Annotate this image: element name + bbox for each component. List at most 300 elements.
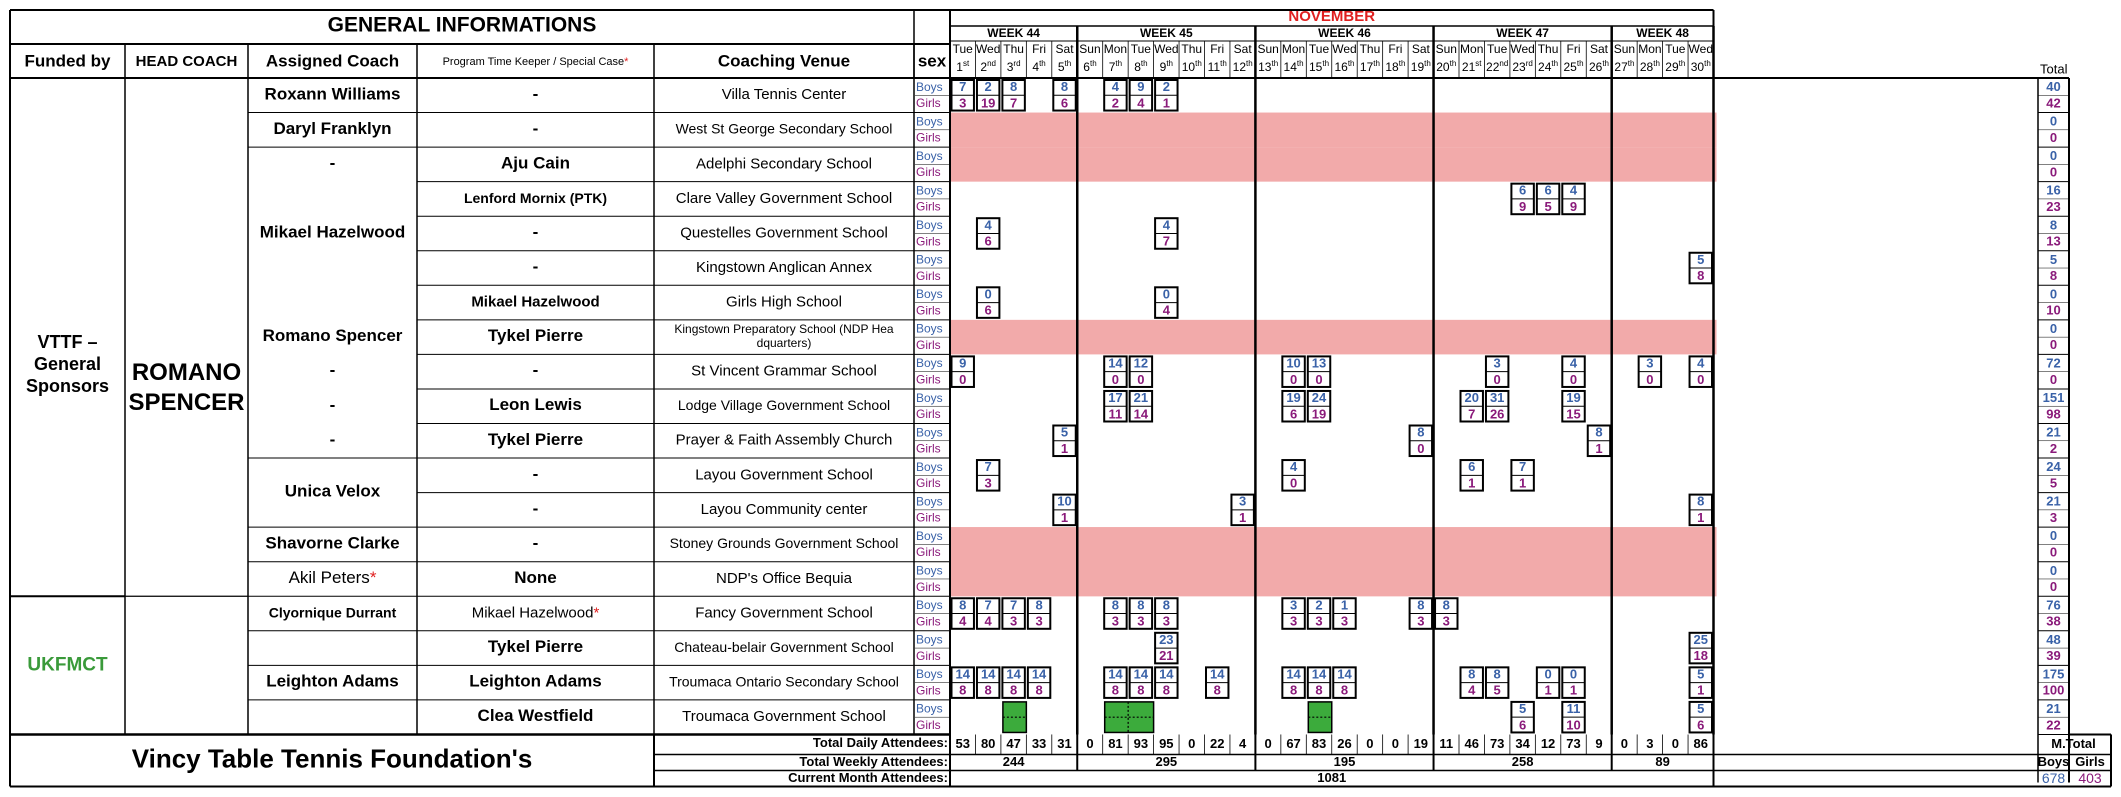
boys-count: 7 — [984, 597, 992, 613]
row-total-boys: 151 — [2042, 390, 2065, 406]
girls-count: 1 — [1697, 509, 1705, 525]
girls-count: 1 — [1162, 95, 1170, 111]
girls-count: 14 — [1133, 406, 1149, 422]
day-date: 11th — [1207, 59, 1227, 75]
daily-total: 19 — [1413, 735, 1429, 751]
day-date: 24th — [1538, 59, 1559, 75]
row-total-boys: 8 — [2049, 217, 2058, 233]
coaching-venue: Adelphi Secondary School — [696, 155, 872, 173]
girls-count: 4 — [1468, 682, 1476, 698]
row-total-girls: 3 — [2049, 509, 2058, 525]
day-date: 5th — [1057, 59, 1072, 75]
day-date: 8th — [1134, 59, 1148, 75]
coaching-venue: Kingstown Anglican Annex — [696, 258, 872, 276]
girls-count: 3 — [1340, 613, 1349, 629]
girls-count: 21 — [1159, 648, 1174, 664]
boys-count: 0 — [1162, 286, 1170, 302]
row-total-boys: 0 — [2049, 113, 2058, 129]
girls-count: 3 — [1111, 613, 1120, 629]
day-name: Sat — [1411, 42, 1430, 57]
row-total-girls: 0 — [2049, 337, 2058, 353]
sex-girls: Girls — [916, 683, 941, 698]
boys-count: 19 — [1286, 390, 1301, 406]
boys-count: 19 — [1566, 390, 1581, 406]
assigned-coach-name: Romano Spencer — [262, 326, 403, 346]
day-date: 12th — [1232, 59, 1253, 75]
boys-count: 8 — [1137, 597, 1145, 613]
row-total-boys: 16 — [2046, 182, 2061, 198]
boys-count: 14 — [1286, 666, 1301, 682]
boys-count: 8 — [1162, 597, 1170, 613]
day-name: Sun — [1257, 42, 1279, 57]
daily-total: 83 — [1311, 735, 1327, 751]
boys-count: 23 — [1159, 631, 1174, 647]
daily-total: 93 — [1133, 735, 1149, 751]
daily-total: 3 — [1646, 735, 1654, 751]
time-keeper: - — [532, 361, 539, 381]
boys-count: 14 — [1006, 666, 1021, 682]
day-name: Sun — [1435, 42, 1457, 57]
boys-count: 25 — [1693, 631, 1709, 647]
girls-count: 0 — [1111, 371, 1120, 387]
boys-count: 24 — [1311, 390, 1327, 406]
time-keeper: - — [532, 119, 539, 139]
day-date: 21st — [1461, 59, 1482, 75]
blocked-row-band — [950, 320, 1717, 355]
sex-boys: Boys — [916, 356, 943, 371]
coaching-venue: Troumaca Ontario Secondary School — [669, 673, 899, 690]
boys-count: 6 — [1468, 459, 1476, 475]
sex-girls: Girls — [916, 476, 941, 491]
boys-count: 7 — [959, 79, 967, 95]
boys-month-total: 678 — [2041, 770, 2066, 787]
time-keeper: - — [532, 222, 539, 242]
day-name: Mon — [1638, 42, 1662, 57]
attendance-block — [1003, 702, 1026, 733]
sex-girls: Girls — [916, 199, 941, 214]
boys-count: 14 — [980, 666, 996, 682]
boys-count: 8 — [1060, 79, 1069, 95]
girls-count: 1 — [1569, 682, 1578, 698]
week-label: WEEK 47 — [1496, 26, 1549, 41]
boys-count: 8 — [1595, 424, 1603, 440]
daily-total: 0 — [1620, 735, 1629, 751]
coaching-venue: Troumaca Government School — [682, 708, 886, 726]
girls-count: 10 — [1566, 717, 1581, 733]
girls-count: 8 — [1162, 682, 1170, 698]
sex-girls: Girls — [916, 165, 941, 180]
girls-count: 1 — [1697, 682, 1705, 698]
day-date: 14th — [1283, 59, 1304, 75]
boys-count: 3 — [1239, 493, 1247, 509]
boys-count: 2 — [1162, 79, 1170, 95]
boys-count: 0 — [1569, 666, 1578, 682]
week-label: WEEK 44 — [987, 26, 1040, 41]
coaching-venue: Lodge Village Government School — [677, 396, 891, 413]
assigned-coach-name: Akil Peters* — [288, 568, 377, 588]
month-title: NOVEMBER — [1288, 7, 1376, 25]
daily-total: 81 — [1108, 735, 1123, 751]
sex-boys: Boys — [916, 632, 943, 647]
sex-girls: Girls — [916, 130, 941, 145]
boys-count: 9 — [959, 355, 967, 371]
sex-boys: Boys — [916, 252, 943, 267]
day-name: Sat — [1233, 42, 1252, 57]
girls-count: 3 — [1162, 613, 1170, 629]
girls-count: 3 — [1315, 613, 1323, 629]
coaching-venue: Questelles Government School — [680, 224, 888, 242]
daily-total: 53 — [955, 735, 970, 751]
day-date: 18th — [1385, 59, 1406, 75]
sex-girls: Girls — [916, 303, 941, 318]
girls-count: 8 — [1289, 682, 1298, 698]
daily-total: 0 — [1086, 735, 1094, 751]
boys-count: 8 — [1010, 79, 1018, 95]
daily-total: 26 — [1337, 735, 1352, 751]
boys-count: 7 — [1519, 459, 1527, 475]
girls-count: 6 — [1697, 717, 1705, 733]
coaching-venue: Girls High School — [726, 293, 842, 311]
sex-girls: Girls — [916, 717, 941, 732]
assigned-coach-name: Clyornique Durrant — [268, 604, 397, 621]
boys-count: 14 — [1133, 666, 1149, 682]
girls-count: 7 — [1468, 406, 1476, 422]
row-total-boys: 0 — [2049, 562, 2058, 578]
sex-boys: Boys — [916, 459, 943, 474]
col-head-coach: HEAD COACH — [135, 52, 238, 70]
girls-count: 26 — [1489, 406, 1505, 422]
girls-count: 0 — [959, 371, 967, 387]
day-date: 25th — [1563, 59, 1584, 75]
boys-count: 20 — [1464, 390, 1479, 406]
boys-count: 4 — [1289, 459, 1298, 475]
boys-count: 5 — [1697, 700, 1705, 716]
boys-count: 5 — [1060, 424, 1069, 440]
boys-count: 5 — [1519, 700, 1527, 716]
sex-girls: Girls — [916, 510, 941, 525]
row-total-boys: 0 — [2049, 286, 2058, 302]
boys-count: 14 — [1337, 666, 1352, 682]
week-label: WEEK 45 — [1139, 26, 1193, 41]
day-date: 10th — [1181, 59, 1202, 75]
sex-girls: Girls — [916, 545, 941, 560]
girls-count: 0 — [1315, 371, 1323, 387]
girls-count: 3 — [1417, 613, 1425, 629]
funder-ukfmct: UKFMCT — [27, 654, 108, 676]
time-keeper: Mikael Hazelwood* — [471, 604, 600, 622]
day-date: 13th — [1258, 59, 1279, 75]
day-date: 4th — [1032, 59, 1046, 75]
boys-label: Boys — [2037, 753, 2070, 769]
general-info-title: GENERAL INFORMATIONS — [327, 13, 597, 37]
sex-boys: Boys — [916, 183, 943, 198]
weekly-total: 89 — [1655, 753, 1670, 769]
boys-count: 1 — [1340, 597, 1349, 613]
sex-girls: Girls — [916, 614, 941, 629]
day-date: 20th — [1436, 59, 1457, 75]
boys-count: 8 — [1442, 597, 1450, 613]
girls-count: 0 — [1289, 475, 1298, 491]
day-name: Sat — [1589, 42, 1608, 57]
row-total-girls: 98 — [2046, 406, 2061, 422]
sex-boys: Boys — [916, 114, 943, 129]
sex-boys: Boys — [916, 287, 943, 302]
boys-count: 4 — [1569, 355, 1578, 371]
girls-count: 8 — [1010, 682, 1018, 698]
boys-count: 12 — [1133, 355, 1149, 371]
girls-count: 3 — [984, 475, 992, 491]
girls-count: 9 — [1519, 199, 1527, 214]
row-total-girls: 0 — [2049, 371, 2058, 387]
day-name: Tue — [952, 42, 973, 57]
day-date: 7th — [1108, 59, 1123, 75]
girls-count: 3 — [1442, 613, 1450, 629]
time-keeper: - — [532, 533, 539, 553]
daily-total: 73 — [1566, 735, 1581, 751]
row-total-girls: 100 — [2042, 682, 2065, 698]
boys-count: 4 — [1569, 182, 1578, 198]
boys-count: 4 — [1111, 79, 1120, 95]
girls-count: 5 — [1493, 682, 1501, 698]
time-keeper: - — [532, 84, 539, 104]
day-name: Wed — [1154, 42, 1179, 57]
assigned-coach-name: - — [329, 361, 336, 381]
col-total: Total — [2040, 61, 2068, 77]
coaching-venue: Layou Community center — [700, 500, 868, 518]
day-name: Thu — [1003, 42, 1024, 57]
coaching-venue: Stoney Grounds Government School — [669, 535, 899, 552]
sex-boys: Boys — [916, 701, 943, 716]
boys-count: 4 — [984, 217, 992, 233]
girls-count: 8 — [984, 682, 992, 698]
girls-count: 7 — [1162, 233, 1170, 249]
daily-total: 86 — [1693, 735, 1709, 751]
sex-boys: Boys — [916, 667, 943, 682]
time-keeper: Aju Cain — [501, 153, 570, 173]
boys-count: 11 — [1566, 700, 1581, 716]
daily-total: 73 — [1489, 735, 1505, 751]
weekly-label: Total Weekly Attendees: — [799, 753, 948, 769]
col-funded-by: Funded by — [24, 51, 111, 71]
girls-count: 11 — [1108, 406, 1123, 422]
boys-count: 8 — [1468, 666, 1476, 682]
girls-count: 1 — [1060, 509, 1069, 525]
girls-count: 3 — [959, 95, 967, 111]
day-name: Fri — [1210, 42, 1225, 57]
blocked-row-band — [950, 527, 1717, 596]
girls-count: 8 — [1137, 682, 1145, 698]
boys-count: 5 — [1697, 251, 1705, 267]
girls-count: 8 — [1111, 682, 1120, 698]
boys-count: 7 — [1010, 597, 1018, 613]
col-assigned-coach: Assigned Coach — [265, 51, 400, 71]
boys-count: 17 — [1108, 390, 1123, 406]
row-total-boys: 0 — [2049, 320, 2058, 336]
sex-boys: Boys — [916, 494, 943, 509]
day-date: 3rd — [1006, 59, 1021, 75]
girls-count: 8 — [1315, 682, 1323, 698]
day-date: 19th — [1410, 59, 1431, 75]
coaching-venue: St Vincent Grammar School — [691, 362, 877, 380]
day-name: Thu — [1537, 42, 1559, 57]
daily-total: 34 — [1515, 735, 1530, 751]
girls-count: 5 — [1544, 199, 1552, 214]
row-total-boys: 24 — [2046, 459, 2061, 475]
row-total-girls: 0 — [2049, 579, 2058, 595]
weekly-total: 295 — [1155, 753, 1178, 769]
sex-boys: Boys — [916, 425, 943, 440]
girls-count: 0 — [1697, 371, 1705, 387]
row-total-boys: 175 — [2042, 666, 2065, 682]
col-time-keeper: Program Time Keeper / Special Case* — [442, 55, 629, 68]
girls-count: 4 — [1137, 95, 1145, 111]
day-name: Sun — [1079, 42, 1101, 57]
assigned-coach-name: - — [329, 153, 336, 173]
girls-count: 1 — [1544, 682, 1552, 698]
day-name: Mon — [1460, 42, 1484, 57]
time-keeper: Clea Westfield — [477, 706, 594, 726]
daily-total: 22 — [1209, 735, 1225, 751]
daily-total: 47 — [1006, 735, 1021, 751]
daily-total: 0 — [1264, 735, 1272, 751]
girls-count: 8 — [1340, 682, 1349, 698]
girls-count: 0 — [1137, 371, 1145, 387]
boys-count: 6 — [1519, 182, 1527, 198]
sex-boys: Boys — [916, 148, 943, 163]
sex-boys: Boys — [916, 390, 943, 405]
daily-total: 4 — [1239, 735, 1247, 751]
boys-count: 8 — [1697, 493, 1705, 509]
week-label: WEEK 48 — [1636, 26, 1689, 41]
time-keeper: - — [532, 257, 539, 277]
day-date: 16th — [1334, 59, 1355, 75]
girls-count: 6 — [1289, 406, 1298, 422]
girls-count: 0 — [1417, 440, 1425, 456]
col-sex: sex — [917, 51, 947, 71]
month-total: 1081 — [1317, 769, 1347, 785]
girls-count: 18 — [1693, 648, 1709, 664]
sex-girls: Girls — [916, 268, 941, 283]
boys-count: 8 — [1111, 597, 1120, 613]
coaching-venue: Villa Tennis Center — [721, 86, 847, 104]
row-total-girls: 8 — [2049, 268, 2058, 284]
col-venue: Coaching Venue — [717, 51, 851, 71]
time-keeper: Tykel Pierre — [487, 430, 584, 450]
blocked-row-band — [950, 147, 1717, 182]
girls-count: 6 — [984, 302, 992, 318]
row-total-boys: 0 — [2049, 148, 2058, 164]
girls-count: 0 — [1289, 371, 1298, 387]
girls-count: 3 — [1289, 613, 1298, 629]
girls-count: 0 — [1646, 371, 1654, 387]
boys-count: 8 — [1493, 666, 1501, 682]
sex-boys: Boys — [916, 218, 943, 233]
boys-count: 14 — [1311, 666, 1327, 682]
assigned-coach-name: Leighton Adams — [266, 672, 399, 692]
boys-count: 13 — [1311, 355, 1327, 371]
daily-total: 80 — [980, 735, 996, 751]
day-name: Thu — [1181, 42, 1203, 57]
girls-count: 8 — [1035, 682, 1043, 698]
boys-count: 8 — [1417, 597, 1425, 613]
girls-count: 8 — [1213, 682, 1221, 698]
girls-count: 19 — [980, 95, 996, 111]
row-total-girls: 22 — [2046, 717, 2061, 733]
boys-count: 14 — [1031, 666, 1047, 682]
assigned-coach-name: - — [329, 395, 336, 415]
day-date: 30th — [1690, 59, 1711, 75]
girls-count: 4 — [959, 613, 967, 629]
weekly-total: 195 — [1333, 753, 1356, 769]
daily-total: 46 — [1464, 735, 1479, 751]
day-name: Mon — [1103, 42, 1128, 57]
sex-boys: Boys — [916, 79, 943, 94]
coaching-venue: Layou Government School — [695, 466, 873, 484]
boys-count: 3 — [1289, 597, 1298, 613]
row-total-girls: 42 — [2046, 95, 2061, 111]
boys-count: 4 — [1162, 217, 1170, 233]
assigned-coach-name: Roxann Williams — [264, 84, 401, 104]
coaching-venue: West St George Secondary School — [675, 120, 893, 137]
boys-count: 14 — [1108, 355, 1123, 371]
boys-count: 2 — [984, 79, 992, 95]
row-total-girls: 13 — [2046, 233, 2061, 249]
girls-count: 1 — [1595, 440, 1603, 456]
girls-count: 19 — [1311, 406, 1327, 422]
boys-count: 21 — [1133, 390, 1149, 406]
sex-boys: Boys — [916, 321, 943, 336]
girls-count: 1 — [1060, 440, 1069, 456]
head-coach-name: ROMANO SPENCER — [128, 359, 245, 417]
row-total-girls: 2 — [2049, 440, 2058, 456]
sex-girls: Girls — [916, 407, 941, 422]
day-name: Tue — [1308, 42, 1330, 57]
time-keeper: Lenford Mornix (PTK) — [463, 189, 608, 206]
row-total-girls: 5 — [2049, 475, 2058, 491]
girls-count: 6 — [984, 233, 992, 249]
girls-count: 7 — [1010, 95, 1018, 111]
row-total-boys: 21 — [2046, 493, 2061, 509]
row-total-boys: 76 — [2046, 597, 2061, 613]
day-name: Wed — [1332, 42, 1357, 57]
row-total-girls: 38 — [2046, 613, 2061, 629]
daily-total: 9 — [1595, 735, 1603, 751]
row-total-girls: 0 — [2049, 129, 2058, 145]
time-keeper: - — [532, 464, 539, 484]
day-name: Fri — [1388, 42, 1403, 57]
day-date: 9th — [1159, 59, 1174, 75]
boys-count: 8 — [959, 597, 967, 613]
sex-boys: Boys — [916, 598, 943, 613]
boys-count: 14 — [1108, 666, 1123, 682]
girls-count: 6 — [1060, 95, 1069, 111]
day-date: 15th — [1309, 59, 1330, 75]
row-total-girls: 0 — [2049, 164, 2058, 180]
daily-total: 0 — [1188, 735, 1196, 751]
day-name: Wed — [1688, 42, 1714, 57]
assigned-coach-name: Daryl Franklyn — [273, 119, 392, 139]
day-name: Fri — [1566, 42, 1581, 57]
girls-count: 6 — [1519, 717, 1527, 733]
assigned-coach-name: Shavorne Clarke — [265, 533, 400, 553]
girls-count: 15 — [1566, 406, 1581, 422]
weekly-total: 244 — [1002, 753, 1025, 769]
foundation-name: Vincy Table Tennis Foundation's — [131, 743, 533, 774]
month-label: Current Month Attendees: — [788, 769, 948, 785]
daily-total: 31 — [1057, 735, 1072, 751]
day-name: Tue — [1665, 42, 1686, 57]
daily-total: 33 — [1031, 735, 1047, 751]
